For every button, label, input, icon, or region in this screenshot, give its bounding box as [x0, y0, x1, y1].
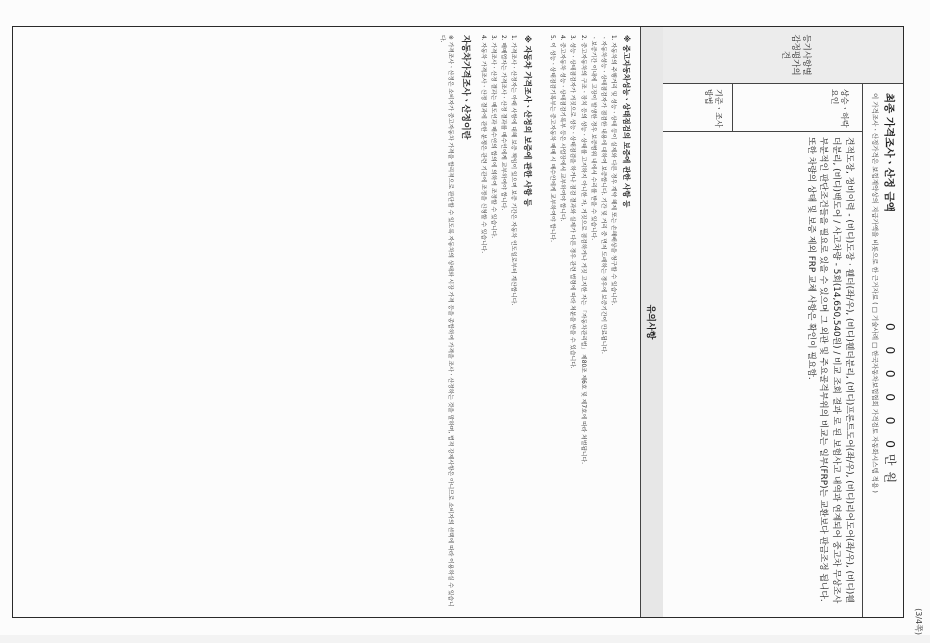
note-line: 1. 자동차의 주행거리 및 성능ㆍ상태 등이 실제와 다른 경우 계약 해제 또는 손해배상을 청구할 수 있습니다. — [610, 35, 617, 306]
notes-header-row — [640, 27, 663, 617]
divider — [732, 83, 733, 131]
item-label-sub: 기준ㆍ조사방법 — [704, 89, 723, 128]
footer-text: ※ 가격조사ㆍ산정은 소비자가 중고자동차 가격을 합리적으로 판단할 수 있도록 자동차의 상태와 시장 가격 등을 종합하여 가격을 조사ㆍ산정하는 것을 말하며, 법적 강제사항은 아니므로 소비자의 선택에 따라 이용하실 수 있습니다. — [438, 35, 453, 607]
note-line: 5. 이 성능ㆍ상태점검기록부는 중고자동차 매매 시 매수인에게 교부하여야 합니다. — [549, 35, 556, 242]
note-line: 3. 가격조사ㆍ산정 결과는 매도인과 매수인의 합의에 의하여 조정할 수 있습니다. — [490, 35, 497, 239]
left-label-cell — [663, 27, 903, 84]
page-number: (3/4쪽) — [914, 608, 923, 635]
note-line: 4. 자동차 가격조사ㆍ산정 결과에 관한 분쟁은 관련 기관에 조정을 신청할 수 있습니다. — [479, 35, 486, 254]
price-title-cell — [862, 83, 903, 617]
price-subtitle: 이 가격조사ㆍ산정가격은 보험계약상의 지급가액을 비롯으로 한 근거자료 ( □ 기술사례 □ 한국자동차보험협회 가격검토 자동화시스템 적용 ) — [871, 93, 879, 493]
spacer — [539, 35, 546, 607]
footer-title: 자동차가격조사ㆍ산정이란 — [459, 35, 470, 140]
note-line: ㆍ자동차성능ㆍ상태점검자가 점검한 내용에 대하여 보증합니다. 기간 및 거리 중 먼저 도래하는 경우에 보증기간이 만료됩니다. — [600, 35, 607, 354]
note-heading: ※ 자동차 가격조사ㆍ산정의 보증에 관한 사항 등 — [522, 35, 532, 207]
item-detail: 견적도장, 정비이력 - (비디)도장 · 휀더(좌/우), (비디)휀더분리, (비디)프론트도어(좌/우), (비디)리어도어(좌/우), (비디)휀더분리, (비디)백도어 / 사고차량 - 5회(14,650,540원) / 비교 조회 결과 로 된 보험사고 내역과 연계되어 중고차 무상조사 부분적인 판단조건들을 필요로 있을 수 있으며 그 외관 및 주요골격부위의 비교는 일부(FRP)는 교환보다 판금조정 됩니다. 또한 차량의 상태 및 보증 제외 FRP 교체 사항은 확인이 필요함. — [805, 137, 854, 604]
scan-edge-bottom — [0, 635, 930, 643]
note-line: 1. 가격조사ㆍ산정자는 아래 사항에 대해 보증 책임이 있으며 보증 기간은 자동차 인도일로부터 계산합니다. — [510, 35, 517, 306]
price-amount: 0 0 0 0 0 0만원 — [883, 323, 897, 490]
note-line: 3. 성능ㆍ상태점검자가 거짓으로 성능ㆍ상태점검을 하거나 점검 결과와 실제가 다른 경우 관련 법령에 따라 처분을 받을 수 있습니다. — [569, 35, 576, 369]
form-box — [12, 26, 904, 618]
price-section — [662, 27, 903, 617]
note-heading: ※ 중고자동차성능ㆍ상태점검의 보증에 관한 사항 등 — [622, 35, 631, 208]
item-label-cell — [663, 83, 863, 132]
note-line: ㆍ보증기간 이내에 고장이 발생한 경우 보증범위 내에서 수리를 받을 수 있습니다. — [589, 35, 596, 241]
notes-section — [13, 27, 641, 617]
price-title: 최종 가격조사ㆍ산정 금액 — [883, 93, 895, 212]
notes-header: 유의사항 — [645, 304, 655, 340]
notes-body — [435, 35, 633, 607]
note-line: 4. 중고자동차 성능ㆍ상태점검기록부 등은 사업장에서 교부하여야 합니다. — [559, 35, 566, 222]
left-label: 등기사항별 감정평가의견 — [779, 34, 811, 76]
note-line: 2. 중고자동차의 구조ㆍ장치 등의 성능ㆍ상태를 고지하지 아니한 자, 거짓으로 점검하거나 거짓 고지한 자는 「자동차관리법」 제80조 제6호 및 제7호에 따라 처벌됩니다. — [579, 35, 586, 464]
note-line: 2. 매매업자는 가격조사ㆍ산정 결과를 매수인에게 교부하여야 합니다. — [500, 35, 507, 211]
item-label: 상승ㆍ하락요인 — [830, 89, 849, 128]
